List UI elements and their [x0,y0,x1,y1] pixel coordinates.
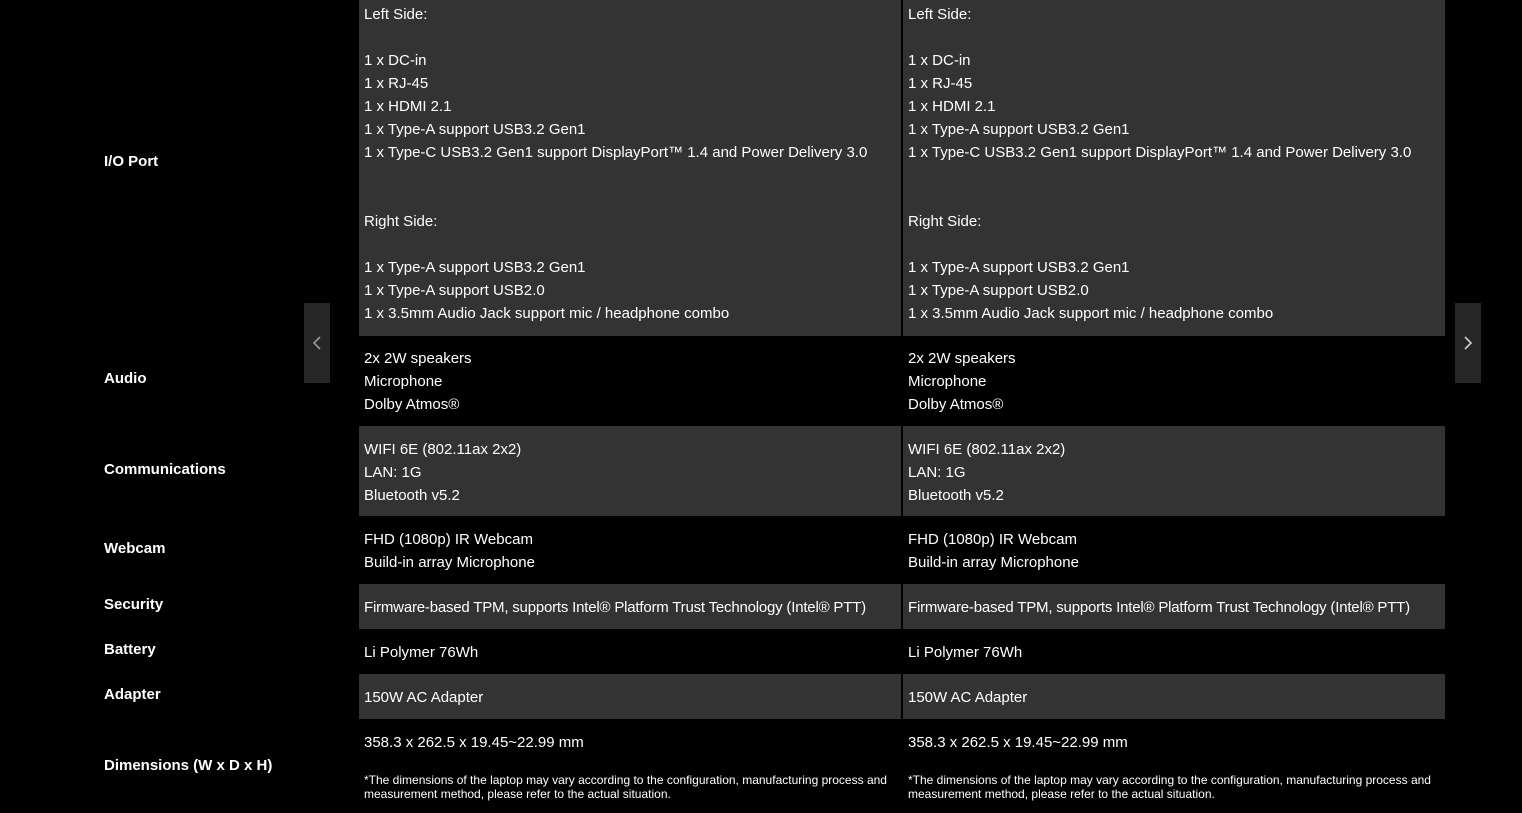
spec-value-adapter-model-2 [903,674,1445,719]
communications-line: LAN: 1G [908,464,966,481]
spec-label-io-port: I/O Port [104,153,159,170]
io-port-line: 1 x 3.5mm Audio Jack support mic / headphone combo [908,305,1274,322]
io-port-line: 1 x 3.5mm Audio Jack support mic / headphone combo [364,305,730,322]
next-button[interactable] [1455,303,1481,383]
audio-line: Microphone [908,373,987,390]
dimensions-note: *The dimensions of the laptop may vary according to the configuration, manufacturing process and measurement method, please refer to the actual situation. [908,773,1431,801]
spec-value-io-port-model-1 [359,0,901,336]
battery-line: Li Polymer 76Wh [908,644,1023,661]
spec-label-audio: Audio [104,370,147,387]
io-left-side-title: Left Side: [364,6,428,23]
spec-value-audio-model-1 [359,336,901,426]
audio-line: 2x 2W speakers [908,350,1016,367]
spec-value-adapter-model-1 [359,674,901,719]
audio-line: Dolby Atmos® [908,396,1004,413]
communications-line: WIFI 6E (802.11ax 2x2) [908,441,1066,458]
communications-line: Bluetooth v5.2 [908,487,1004,504]
webcam-line: Build-in array Microphone [364,554,535,571]
audio-line: 2x 2W speakers [364,350,472,367]
io-port-line: 1 x DC-in [908,52,971,69]
io-port-line: 1 x Type-A support USB3.2 Gen1 [364,121,586,138]
io-right-side-title: Right Side: [364,213,438,230]
spec-label-battery: Battery [104,641,156,658]
spec-value-communications-model-1 [359,426,901,516]
previous-button[interactable] [304,303,330,383]
adapter-line: 150W AC Adapter [364,689,484,706]
dimensions-note: *The dimensions of the laptop may vary according to the configuration, manufacturing process and measurement method, please refer to the actual situation. [364,773,887,801]
io-port-line: 1 x RJ-45 [364,75,429,92]
spec-label-webcam: Webcam [104,540,166,557]
spec-label-security: Security [104,596,164,613]
security-line: Firmware-based TPM, supports Intel® Platform Trust Technology (Intel® PTT) [908,599,1410,616]
spec-label-communications: Communications [104,461,226,478]
spec-row-battery [0,629,1445,674]
spec-row-communications [0,426,1445,516]
security-line: Firmware-based TPM, supports Intel® Platform Trust Technology (Intel® PTT) [364,599,866,616]
io-port-line: 1 x Type-A support USB2.0 [364,282,545,299]
spec-value-webcam-model-1 [359,516,901,584]
chevron-left-icon [312,335,322,351]
webcam-line: Build-in array Microphone [908,554,1079,571]
spec-value-security-model-2 [903,584,1445,629]
spec-row-io-port [0,0,1445,336]
communications-line: Bluetooth v5.2 [364,487,460,504]
spec-value-dimensions-model-1 [359,719,901,813]
io-port-line: 1 x Type-A support USB3.2 Gen1 [364,259,586,276]
communications-line: LAN: 1G [364,464,422,481]
spec-value-battery-model-1 [359,629,901,674]
spec-value-communications-model-2 [903,426,1445,516]
io-port-line: 1 x Type-C USB3.2 Gen1 support DisplayPort™ 1.4 and Power Delivery 3.0 [908,144,1412,161]
adapter-line: 150W AC Adapter [908,689,1028,706]
chevron-right-icon [1463,335,1473,351]
io-port-line: 1 x Type-C USB3.2 Gen1 support DisplayPort™ 1.4 and Power Delivery 3.0 [364,144,868,161]
io-port-line: 1 x Type-A support USB2.0 [908,282,1089,299]
audio-line: Microphone [364,373,443,390]
io-port-line: 1 x HDMI 2.1 [908,98,996,115]
battery-line: Li Polymer 76Wh [364,644,479,661]
spec-label-dimensions: Dimensions (W x D x H) [104,757,273,774]
spec-row-security [0,584,1445,629]
webcam-line: FHD (1080p) IR Webcam [364,531,533,548]
io-port-line: 1 x Type-A support USB3.2 Gen1 [908,259,1130,276]
spec-row-dimensions [0,719,1445,813]
spec-value-io-port-model-2 [903,0,1445,336]
io-port-line: 1 x RJ-45 [908,75,973,92]
webcam-line: FHD (1080p) IR Webcam [908,531,1077,548]
spec-label-adapter: Adapter [104,686,161,703]
spec-value-audio-model-2 [903,336,1445,426]
io-left-side-title: Left Side: [908,6,972,23]
io-port-line: 1 x DC-in [364,52,427,69]
spec-value-dimensions-model-2 [903,719,1445,813]
dimensions-line: 358.3 x 262.5 x 19.45~22.99 mm [364,734,584,751]
spec-value-security-model-1 [359,584,901,629]
audio-line: Dolby Atmos® [364,396,460,413]
dimensions-line: 358.3 x 262.5 x 19.45~22.99 mm [908,734,1128,751]
spec-value-battery-model-2 [903,629,1445,674]
spec-value-webcam-model-2 [903,516,1445,584]
spec-row-adapter [0,674,1445,719]
io-port-line: 1 x Type-A support USB3.2 Gen1 [908,121,1130,138]
spec-row-audio [0,336,1445,426]
communications-line: WIFI 6E (802.11ax 2x2) [364,441,522,458]
spec-row-webcam [0,516,1445,584]
io-port-line: 1 x HDMI 2.1 [364,98,452,115]
io-right-side-title: Right Side: [908,213,982,230]
